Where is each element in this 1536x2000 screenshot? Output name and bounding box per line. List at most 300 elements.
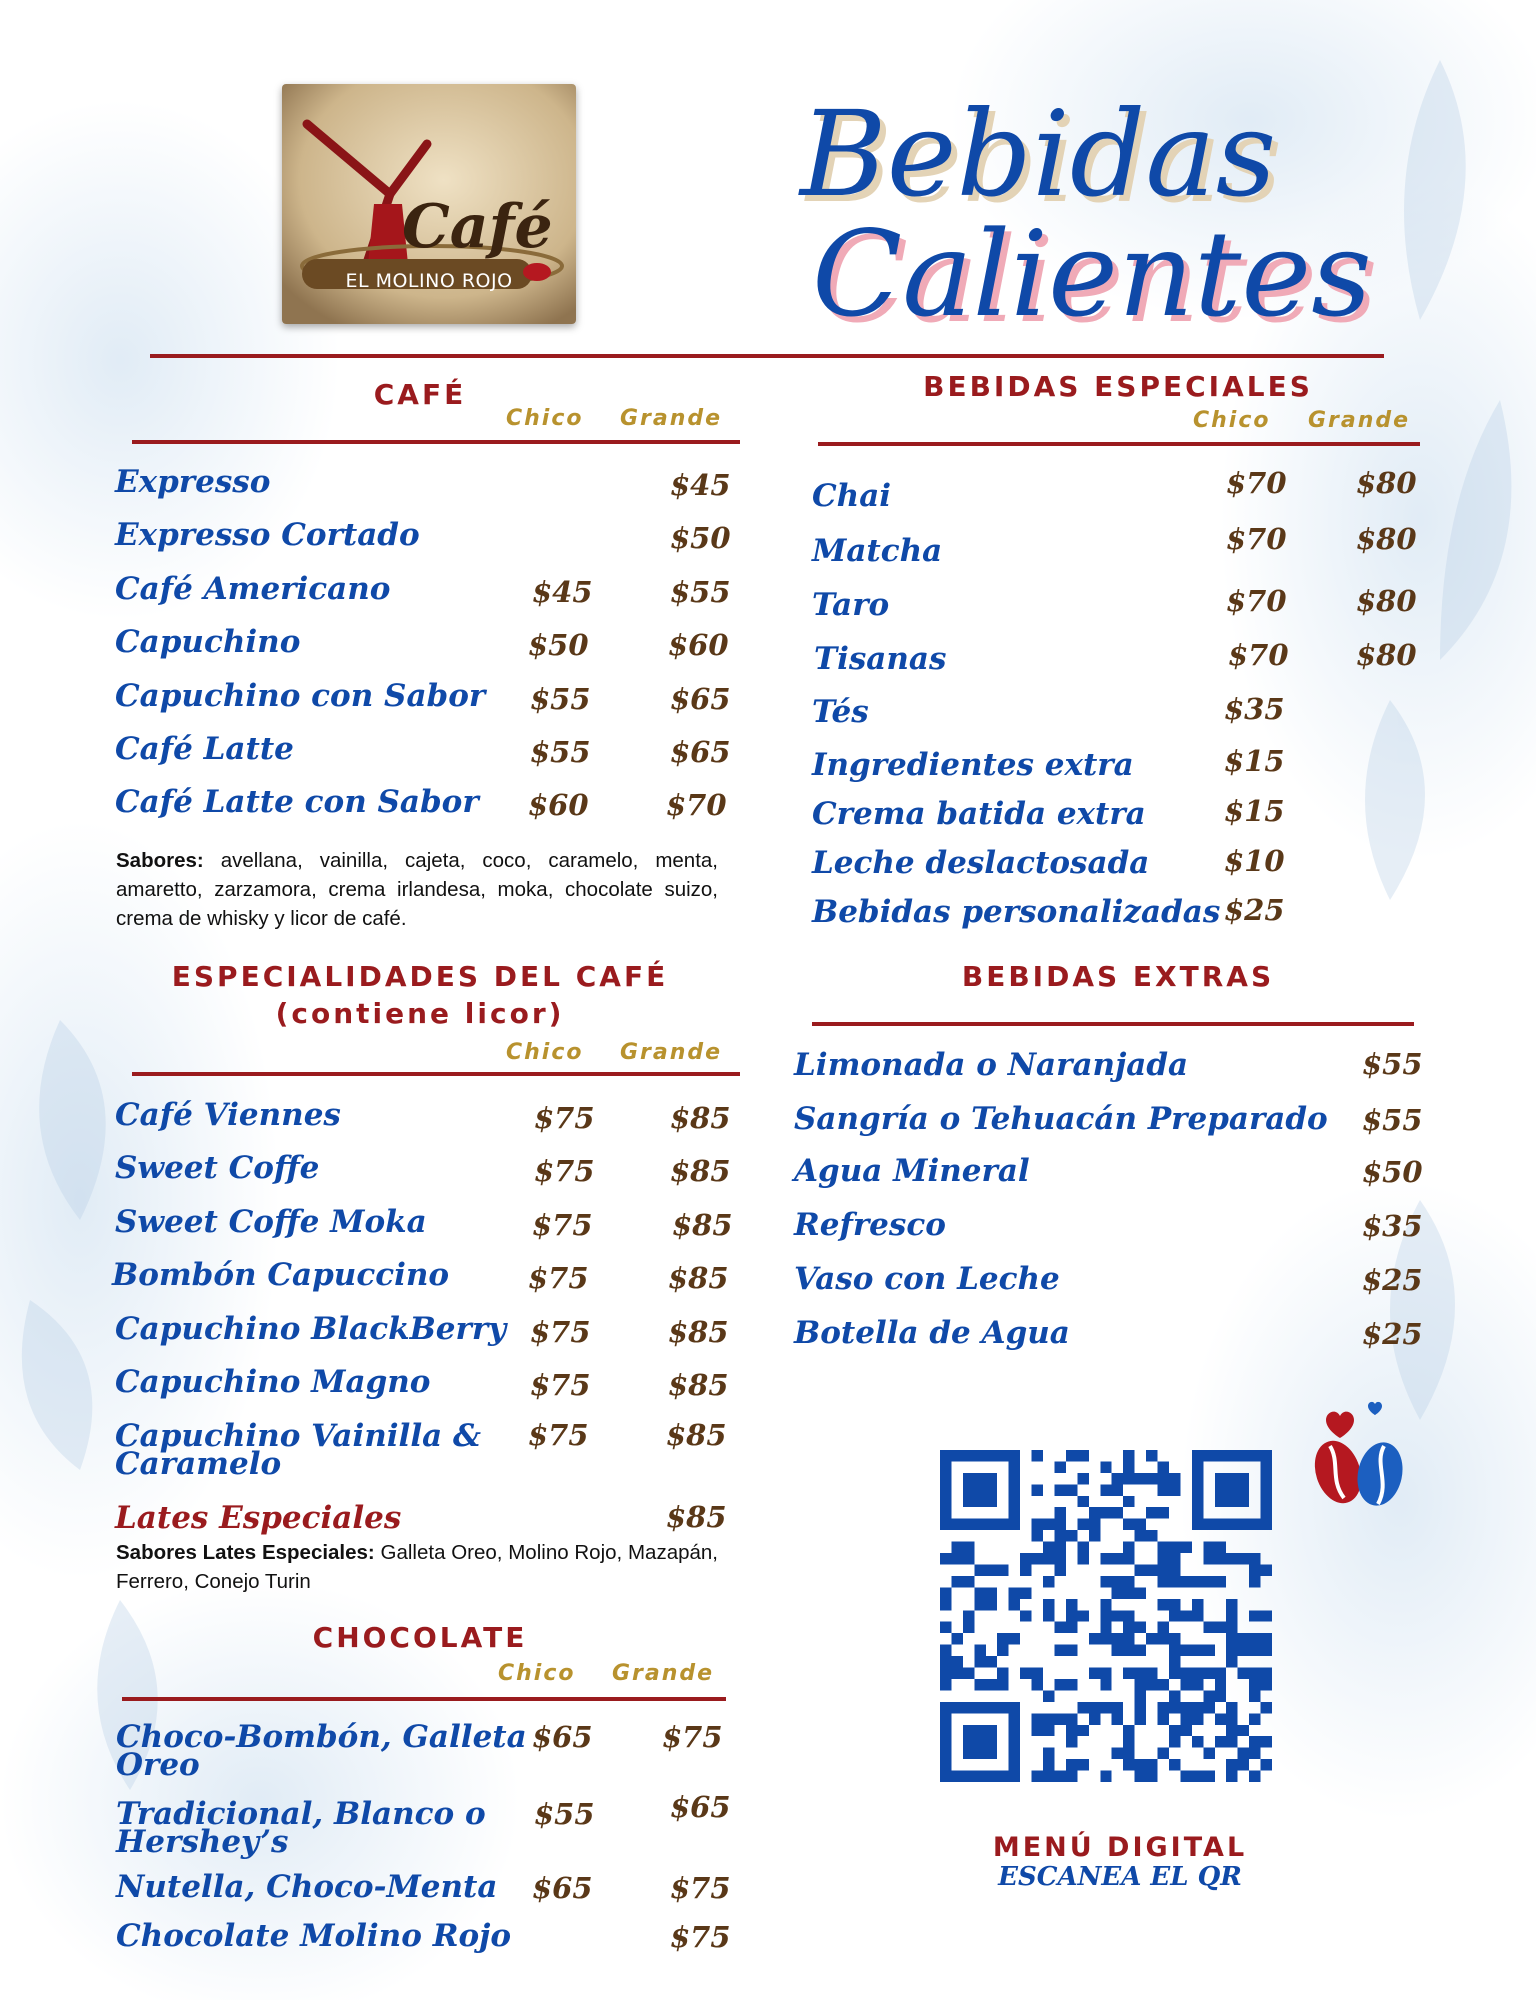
especiales-item-name: Taro <box>812 587 890 623</box>
qr-module <box>1146 1679 1157 1690</box>
cafe-item-chico: $60 <box>528 788 589 822</box>
qr-module <box>940 1519 951 1530</box>
qr-module <box>1158 1599 1169 1610</box>
extras-item-name: Limonada o Naranjada <box>794 1047 1189 1083</box>
qr-module <box>997 1679 1008 1690</box>
qr-module <box>1180 1702 1191 1713</box>
qr-module <box>1215 1519 1226 1530</box>
qr-module <box>951 1450 962 1461</box>
qr-module <box>1192 1484 1203 1495</box>
especiales-item-grande: $80 <box>1356 522 1417 556</box>
qr-module <box>1169 1645 1180 1656</box>
chocolate-item-chico: $55 <box>534 1797 595 1831</box>
qr-module <box>974 1564 985 1575</box>
qr-module <box>940 1599 951 1610</box>
qr-module <box>1066 1645 1077 1656</box>
qr-module <box>974 1771 985 1782</box>
qr-module <box>1203 1542 1214 1553</box>
chocolate-item-name: Nutella, Choco-Menta <box>116 1869 498 1905</box>
qr-module <box>963 1519 974 1530</box>
especialidades-item-name-cont: Caramelo <box>115 1446 282 1482</box>
qr-module <box>963 1771 974 1782</box>
qr-module <box>1089 1633 1100 1644</box>
qr-module <box>1238 1725 1249 1736</box>
qr-module <box>1009 1599 1020 1610</box>
qr-module <box>940 1587 951 1598</box>
qr-module <box>1215 1496 1226 1507</box>
qr-module <box>1077 1519 1088 1530</box>
qr-module <box>997 1702 1008 1713</box>
qr-module <box>963 1542 974 1553</box>
qr-module <box>1043 1690 1054 1701</box>
lates-flavors-label: Sabores Lates Especiales: <box>116 1541 375 1564</box>
qr-module <box>1226 1473 1237 1484</box>
especialidades-item-chico: $75 <box>534 1154 595 1188</box>
qr-module <box>1158 1473 1169 1484</box>
especialidades-col-chico: Chico <box>506 1040 584 1065</box>
qr-module <box>940 1450 951 1461</box>
qr-module <box>1261 1736 1272 1747</box>
qr-module <box>1077 1725 1088 1736</box>
qr-module <box>963 1668 974 1679</box>
qr-module <box>1112 1702 1123 1713</box>
qr-module <box>1009 1496 1020 1507</box>
qr-module <box>1238 1484 1249 1495</box>
qr-module <box>1077 1496 1088 1507</box>
extras-item-price: $35 <box>1362 1209 1423 1243</box>
extras-item-price: $55 <box>1362 1103 1423 1137</box>
qr-module <box>1203 1519 1214 1530</box>
qr-module <box>1261 1702 1272 1713</box>
qr-module <box>1066 1530 1077 1541</box>
qr-module <box>963 1622 974 1633</box>
qr-module <box>1249 1553 1260 1564</box>
qr-module <box>1089 1530 1100 1541</box>
qr-module <box>1123 1450 1134 1461</box>
qr-module <box>1169 1702 1180 1713</box>
chocolate-item-name: Tradicional, Blanco o <box>116 1796 486 1832</box>
qr-module <box>986 1496 997 1507</box>
lates-flavors-text: Galleta Oreo, Molino Rojo, Mazapán, Ferrero, Conejo Turin <box>116 1541 718 1593</box>
qr-module <box>1054 1507 1065 1518</box>
qr-module <box>1123 1668 1134 1679</box>
especiales-item-chico: $15 <box>1224 744 1285 778</box>
especiales-item-chico: $70 <box>1226 466 1287 500</box>
especialidades-item-grande: $85 <box>666 1418 727 1452</box>
qr-module <box>1226 1450 1237 1461</box>
qr-module <box>1169 1610 1180 1621</box>
qr-module <box>1192 1599 1203 1610</box>
qr-module <box>1112 1713 1123 1724</box>
qr-module <box>1203 1690 1214 1701</box>
qr-module <box>1135 1587 1146 1598</box>
qr-module <box>1054 1713 1065 1724</box>
qr-module <box>997 1564 1008 1575</box>
chocolate-item-name-cont: Oreo <box>116 1747 200 1783</box>
especialidades-item-name: Capuchino Vainilla & <box>115 1418 481 1454</box>
qr-module <box>1043 1610 1054 1621</box>
qr-module <box>951 1576 962 1587</box>
qr-module <box>1009 1519 1020 1530</box>
qr-module <box>986 1564 997 1575</box>
qr-module <box>1112 1576 1123 1587</box>
qr-module <box>1169 1576 1180 1587</box>
qr-module <box>1043 1713 1054 1724</box>
qr-module <box>1192 1668 1203 1679</box>
qr-module <box>1077 1702 1088 1713</box>
qr-module <box>1054 1461 1065 1472</box>
qr-module <box>1192 1519 1203 1530</box>
title-divider <box>150 354 1384 358</box>
qr-module <box>1226 1713 1237 1724</box>
extras-item-name: Botella de Agua <box>794 1315 1070 1351</box>
qr-module <box>1077 1553 1088 1564</box>
qr-module <box>1032 1450 1043 1461</box>
qr-module <box>1020 1564 1031 1575</box>
qr-module <box>1009 1713 1020 1724</box>
qr-module <box>1054 1679 1065 1690</box>
qr-module <box>986 1725 997 1736</box>
qr-module <box>1066 1759 1077 1770</box>
qr-module <box>1043 1748 1054 1759</box>
qr-module <box>1135 1473 1146 1484</box>
qr-module <box>1238 1759 1249 1770</box>
qr-module <box>1169 1656 1180 1667</box>
especiales-divider <box>818 442 1420 446</box>
especialidades-item-grande: $85 <box>670 1154 731 1188</box>
qr-module <box>1112 1507 1123 1518</box>
cafe-item-grande: $50 <box>670 521 731 555</box>
especiales-item-chico: $35 <box>1224 692 1285 726</box>
especialidades-item-chico: $75 <box>530 1315 591 1349</box>
qr-module <box>1238 1450 1249 1461</box>
qr-module <box>1226 1702 1237 1713</box>
qr-module <box>1009 1702 1020 1713</box>
qr-module <box>1032 1679 1043 1690</box>
qr-module <box>1180 1610 1191 1621</box>
qr-module <box>1169 1473 1180 1484</box>
cafe-item-name: Expresso Cortado <box>115 517 420 553</box>
qr-module <box>1043 1519 1054 1530</box>
qr-module <box>1032 1519 1043 1530</box>
qr-module <box>951 1542 962 1553</box>
qr-module <box>1112 1587 1123 1598</box>
qr-module <box>1226 1759 1237 1770</box>
qr-module <box>1238 1519 1249 1530</box>
qr-module <box>1192 1771 1203 1782</box>
qr-module <box>1123 1576 1134 1587</box>
qr-module <box>963 1496 974 1507</box>
qr-module <box>1123 1633 1134 1644</box>
qr-module <box>1215 1484 1226 1495</box>
chocolate-col-chico: Chico <box>498 1661 576 1686</box>
qr-module <box>1203 1702 1214 1713</box>
qr-module <box>940 1725 951 1736</box>
qr-module <box>1192 1507 1203 1518</box>
qr-module <box>1169 1668 1180 1679</box>
especiales-item-name: Matcha <box>812 533 943 569</box>
qr-module <box>986 1450 997 1461</box>
qr-module <box>1169 1564 1180 1575</box>
qr-module <box>940 1771 951 1782</box>
qr-module <box>1192 1473 1203 1484</box>
qr-module <box>1215 1713 1226 1724</box>
qr-module <box>1100 1702 1111 1713</box>
cafe-col-grande: Grande <box>620 406 723 431</box>
cafe-item-grande: $55 <box>670 575 731 609</box>
qr-module <box>1032 1484 1043 1495</box>
especialidades-divider <box>132 1072 740 1076</box>
especiales-col-grande: Grande <box>1308 408 1411 433</box>
especiales-col-chico: Chico <box>1193 408 1271 433</box>
qr-heading: MENÚ DIGITAL <box>992 1832 1248 1863</box>
qr-module <box>986 1736 997 1747</box>
qr-module <box>986 1587 997 1598</box>
qr-module <box>1238 1668 1249 1679</box>
qr-module <box>1215 1690 1226 1701</box>
especiales-item-name: Chai <box>812 478 892 514</box>
cafe-item-grande: $65 <box>670 735 731 769</box>
qr-module <box>1089 1713 1100 1724</box>
qr-module <box>974 1519 985 1530</box>
qr-module <box>1158 1461 1169 1472</box>
qr-module <box>1169 1725 1180 1736</box>
qr-module <box>940 1736 951 1747</box>
qr-module <box>1135 1759 1146 1770</box>
especialidades-item-chico: $75 <box>528 1261 589 1295</box>
especialidades-item-grande: $85 <box>670 1101 731 1135</box>
extras-item-name: Sangría o Tehuacán Preparado <box>794 1101 1328 1137</box>
qr-module <box>1043 1771 1054 1782</box>
qr-module <box>1180 1725 1191 1736</box>
qr-module <box>940 1748 951 1759</box>
qr-module <box>1009 1759 1020 1770</box>
cafe-divider <box>132 440 740 444</box>
qr-module <box>1146 1668 1157 1679</box>
qr-module <box>1009 1633 1020 1644</box>
qr-module <box>997 1633 1008 1644</box>
qr-module <box>1249 1450 1260 1461</box>
especialidades-item-name: Café Viennes <box>115 1097 341 1133</box>
qr-module <box>1203 1450 1214 1461</box>
qr-module <box>1112 1610 1123 1621</box>
qr-module <box>1261 1461 1272 1472</box>
qr-module <box>1066 1679 1077 1690</box>
qr-module <box>1158 1507 1169 1518</box>
cafe-item-grande: $65 <box>670 682 731 716</box>
qr-module <box>1066 1599 1077 1610</box>
qr-module <box>1123 1496 1134 1507</box>
qr-module <box>1112 1748 1123 1759</box>
especiales-item-name: Crema batida extra <box>812 796 1146 832</box>
qr-module <box>1135 1519 1146 1530</box>
extras-item-name: Vaso con Leche <box>794 1261 1060 1297</box>
qr-module <box>963 1748 974 1759</box>
qr-module <box>1066 1484 1077 1495</box>
cafe-item-name: Expresso <box>115 464 271 500</box>
cafe-item-name: Capuchino con Sabor <box>115 678 486 714</box>
qr-module <box>1066 1736 1077 1747</box>
qr-module <box>1009 1484 1020 1495</box>
qr-module <box>1146 1633 1157 1644</box>
qr-module <box>1100 1633 1111 1644</box>
qr-module <box>940 1507 951 1518</box>
qr-module <box>1100 1679 1111 1690</box>
qr-module <box>1215 1450 1226 1461</box>
qr-module <box>1203 1668 1214 1679</box>
qr-module <box>974 1748 985 1759</box>
qr-module <box>963 1473 974 1484</box>
logo-script-text: Café <box>402 192 553 262</box>
qr-module <box>1135 1702 1146 1713</box>
qr-module <box>1226 1610 1237 1621</box>
qr-module <box>963 1553 974 1564</box>
qr-module <box>1158 1553 1169 1564</box>
especiales-item-chico: $10 <box>1224 844 1285 878</box>
qr-module <box>940 1656 951 1667</box>
qr-module <box>1135 1530 1146 1541</box>
title-line-2: Calientes <box>812 205 1372 343</box>
qr-subheading: ESCANEA EL QR <box>998 1862 1242 1892</box>
qr-module <box>1249 1690 1260 1701</box>
qr-module <box>1249 1610 1260 1621</box>
chocolate-item-name: Chocolate Molino Rojo <box>116 1918 512 1954</box>
qr-module <box>1203 1553 1214 1564</box>
qr-module <box>940 1713 951 1724</box>
extras-item-price: $55 <box>1362 1047 1423 1081</box>
qr-module <box>1077 1473 1088 1484</box>
qr-module <box>1226 1656 1237 1667</box>
qr-module <box>940 1759 951 1770</box>
qr-module <box>1261 1496 1272 1507</box>
lates-especiales-name: Lates Especiales <box>115 1500 402 1536</box>
lates-flavors-note <box>116 1538 718 1596</box>
qr-module <box>1054 1530 1065 1541</box>
qr-module <box>940 1679 951 1690</box>
qr-module <box>940 1473 951 1484</box>
cafe-item-name: Café Latte con Sabor <box>115 784 479 820</box>
qr-module <box>1215 1736 1226 1747</box>
cafe-item-grande: $45 <box>670 468 731 502</box>
especiales-item-chico: $70 <box>1226 584 1287 618</box>
qr-module <box>974 1656 985 1667</box>
qr-module <box>951 1553 962 1564</box>
extras-item-price: $50 <box>1362 1155 1423 1189</box>
extras-item-name: Agua Mineral <box>794 1153 1030 1189</box>
extras-item-price: $25 <box>1362 1317 1423 1351</box>
qr-module <box>1054 1564 1065 1575</box>
qr-module <box>997 1519 1008 1530</box>
qr-module <box>1192 1496 1203 1507</box>
qr-module <box>1135 1564 1146 1575</box>
chocolate-col-grande: Grande <box>612 1661 715 1686</box>
qr-module <box>1215 1473 1226 1484</box>
qr-module <box>986 1771 997 1782</box>
qr-module <box>1192 1702 1203 1713</box>
qr-module <box>963 1610 974 1621</box>
qr-code-icon[interactable] <box>926 1450 1286 1782</box>
qr-module <box>1238 1645 1249 1656</box>
especialidades-item-grande: $85 <box>672 1208 733 1242</box>
cafe-heading: CAFÉ <box>373 378 467 411</box>
qr-module <box>1192 1713 1203 1724</box>
qr-module <box>1112 1645 1123 1656</box>
especiales-item-grande: $80 <box>1356 466 1417 500</box>
qr-module <box>940 1668 951 1679</box>
qr-module <box>1020 1587 1031 1598</box>
especiales-item-chico: $25 <box>1224 893 1285 927</box>
qr-module <box>1089 1668 1100 1679</box>
qr-module <box>1135 1645 1146 1656</box>
qr-module <box>1249 1668 1260 1679</box>
qr-module <box>1215 1576 1226 1587</box>
qr-module <box>940 1553 951 1564</box>
qr-module <box>1089 1507 1100 1518</box>
qr-module <box>1146 1530 1157 1541</box>
qr-module <box>1100 1461 1111 1472</box>
qr-module <box>1077 1759 1088 1770</box>
qr-module <box>1123 1622 1134 1633</box>
qr-module <box>1169 1736 1180 1747</box>
qr-module <box>1009 1461 1020 1472</box>
qr-module <box>1192 1610 1203 1621</box>
qr-module <box>1100 1484 1111 1495</box>
qr-module <box>1135 1622 1146 1633</box>
qr-module <box>1238 1633 1249 1644</box>
qr-module <box>1054 1553 1065 1564</box>
qr-module <box>1180 1771 1191 1782</box>
qr-module <box>940 1702 951 1713</box>
qr-module <box>1158 1542 1169 1553</box>
qr-module <box>963 1702 974 1713</box>
qr-module <box>963 1484 974 1495</box>
qr-module <box>1203 1771 1214 1782</box>
qr-module <box>1054 1645 1065 1656</box>
qr-module <box>974 1450 985 1461</box>
especialidades-col-grande: Grande <box>620 1040 723 1065</box>
qr-module <box>963 1450 974 1461</box>
qr-module <box>1123 1587 1134 1598</box>
qr-module <box>951 1668 962 1679</box>
qr-module <box>1169 1542 1180 1553</box>
qr-module <box>1158 1622 1169 1633</box>
qr-module <box>1077 1450 1088 1461</box>
especialidades-item-chico: $75 <box>534 1101 595 1135</box>
qr-module <box>940 1461 951 1472</box>
qr-module <box>1009 1725 1020 1736</box>
qr-module <box>1123 1748 1134 1759</box>
qr-module <box>1146 1473 1157 1484</box>
especialidades-item-chico: $75 <box>532 1208 593 1242</box>
qr-module <box>1261 1679 1272 1690</box>
cafe-flavors-note <box>116 846 718 933</box>
coffee-beans-hearts-icon <box>1300 1394 1420 1514</box>
qr-module <box>1146 1564 1157 1575</box>
chocolate-item-grande: $75 <box>662 1720 723 1754</box>
qr-module <box>1215 1542 1226 1553</box>
qr-module <box>1261 1507 1272 1518</box>
extras-divider <box>812 1022 1414 1026</box>
qr-module <box>986 1599 997 1610</box>
especialidades-item-grande: $85 <box>668 1261 729 1295</box>
qr-module <box>1180 1668 1191 1679</box>
especialidades-item-grande: $85 <box>668 1368 729 1402</box>
qr-module <box>1135 1713 1146 1724</box>
lates-especiales-price: $85 <box>666 1500 727 1534</box>
qr-module <box>963 1576 974 1587</box>
qr-module <box>1180 1645 1191 1656</box>
qr-module <box>974 1679 985 1690</box>
